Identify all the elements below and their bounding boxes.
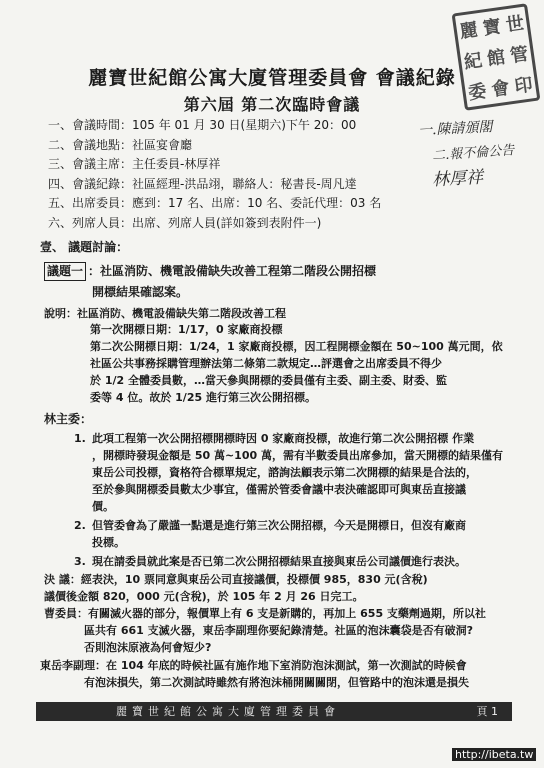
explain-line: 社區公共事務採購管理辦法第二條第二款規定…評選會之出席委員不得少 bbox=[90, 357, 442, 370]
resolution-line: 決 議：經表決，10 票同意與東岳公司直接議價，投標價 985，830 元(含稅) bbox=[44, 573, 428, 586]
page-footer bbox=[36, 702, 512, 721]
cao-line: 區共有 661 支滅火器，東岳李副理你要紀錄清楚。社區的泡沫囊袋是否有破洞? bbox=[84, 624, 473, 637]
stamp-char: 麗 bbox=[458, 19, 480, 44]
explain-line: 委等 4 位。故於 1/25 進行第三次公開招標。 bbox=[90, 391, 316, 404]
handwritten-note: 一.陳請頒閣 bbox=[417, 119, 493, 139]
dongyue-line: 有泡沫損失，第二次測試時雖然有將泡沫桶開關關閉，但管路中的泡沫還是損失 bbox=[84, 676, 469, 689]
item-line: 價。 bbox=[92, 500, 114, 513]
stamp-char: 寶 bbox=[481, 16, 503, 40]
info-location: 二、會議地點：社區宴會廳 bbox=[48, 137, 193, 152]
section-title: 壹、 議題討論： bbox=[40, 240, 129, 254]
issue-title-cont: 開標結果確認案。 bbox=[92, 285, 189, 299]
stamp-char: 管 bbox=[508, 43, 530, 67]
item-line: 至於參與開標委員數太少事宜，僅需於管委會議中表決確認即可與東岳直接議 bbox=[92, 483, 466, 496]
footer-text: 麗寶世紀館公寓大廈管理委員會 bbox=[116, 705, 340, 718]
explain-line: 於 1/2 全體委員數，…當天參與開標的委員僅有主委、副主委、財委、監 bbox=[90, 374, 447, 387]
info-attendance: 五、出席委員：應到：17 名、出席：10 名、委託代理：03 名 bbox=[48, 196, 382, 211]
info-attendees: 六、列席人員：出席、列席人員(詳如簽到表附件一) bbox=[48, 215, 322, 230]
info-recorder: 四、會議紀錄：社區經理-洪品翊，聯絡人：秘書長-周凡達 bbox=[48, 176, 357, 191]
item-line: 東岳公司投標，資格符合標單規定，諮詢法顧表示第二次開標的結果是合法的， bbox=[92, 466, 477, 479]
page-number: 頁 1 bbox=[476, 705, 498, 718]
stamp-char: 館 bbox=[485, 46, 507, 71]
explain-line: 第二次公開標日期：1/24，1 家廠商投標，因工程開標金額在 50~100 萬元間，依 bbox=[90, 340, 503, 353]
issue-title: ：社區消防、機電設備缺失改善工程第二階段公開招標 bbox=[88, 264, 377, 278]
cao-line: 否則泡沫原液為何會短少? bbox=[84, 641, 212, 654]
item-line: ，開標時發現金額是 50 萬~100 萬，需有半數委員出席參加，當天開標的結果僅有 bbox=[92, 449, 503, 462]
resolution-line: 議價後金額 820，000 元(含稅)，於 105 年 2 月 26 日完工。 bbox=[44, 590, 364, 603]
cao-line: 曹委員：有關滅火器的部分，報價單上有 6 支是新購的，再加上 655 支藥劑過期，所以社 bbox=[44, 607, 486, 620]
info-chair: 三、會議主席：主任委員-林厚祥 bbox=[48, 157, 221, 172]
item-line: 現在請委員就此案是否已第二次公開招標結果直接與東岳公司議價進行表決。 bbox=[92, 555, 466, 568]
explain-line: 說明：社區消防、機電設備缺失第二階段改善工程 bbox=[44, 307, 286, 320]
handwritten-signature: 林厚祥 bbox=[431, 167, 484, 191]
document-title: 麗寶世紀館公寓大廈管理委員會 會議紀錄 bbox=[88, 67, 456, 89]
issue-label: 議題一 bbox=[44, 262, 86, 281]
stamp-char: 會 bbox=[490, 77, 511, 101]
dongyue-line: 東岳李副理：在 104 年底的時候社區有施作地下室消防泡沫測試，第一次測試的時候會 bbox=[40, 659, 467, 672]
issue-heading bbox=[44, 262, 376, 281]
item-line: 但管委會為了嚴謹一點還是進行第三次公開招標，今天是開標日，但沒有廠商 bbox=[92, 519, 466, 532]
handwritten-note: 二.報不倫公告 bbox=[431, 143, 515, 164]
meeting-info bbox=[48, 116, 381, 234]
stamp-char: 世 bbox=[504, 13, 526, 37]
item-line: 此項工程第一次公開招標開標時因 0 家廠商投標，故進行第二次公開招標 作業 bbox=[92, 432, 475, 445]
document-subtitle: 第六屆 第二次臨時會議 bbox=[183, 95, 361, 114]
item-number: 2. bbox=[74, 519, 86, 532]
speaker-lin: 林主委： bbox=[44, 412, 93, 426]
item-number: 1. bbox=[74, 432, 86, 445]
watermark: http://ibeta.tw bbox=[452, 748, 536, 761]
info-time: 一、會議時間：105 年 01 月 30 日(星期六)下午 20：00 bbox=[48, 118, 357, 132]
item-line: 投標。 bbox=[92, 536, 125, 549]
stamp-char: 委 bbox=[466, 80, 488, 104]
explain-line: 第一次開標日期：1/17，0 家廠商投標 bbox=[90, 323, 283, 336]
stamp-char: 印 bbox=[513, 73, 534, 98]
stamp-char: 紀 bbox=[462, 50, 484, 74]
item-number: 3. bbox=[74, 555, 86, 568]
